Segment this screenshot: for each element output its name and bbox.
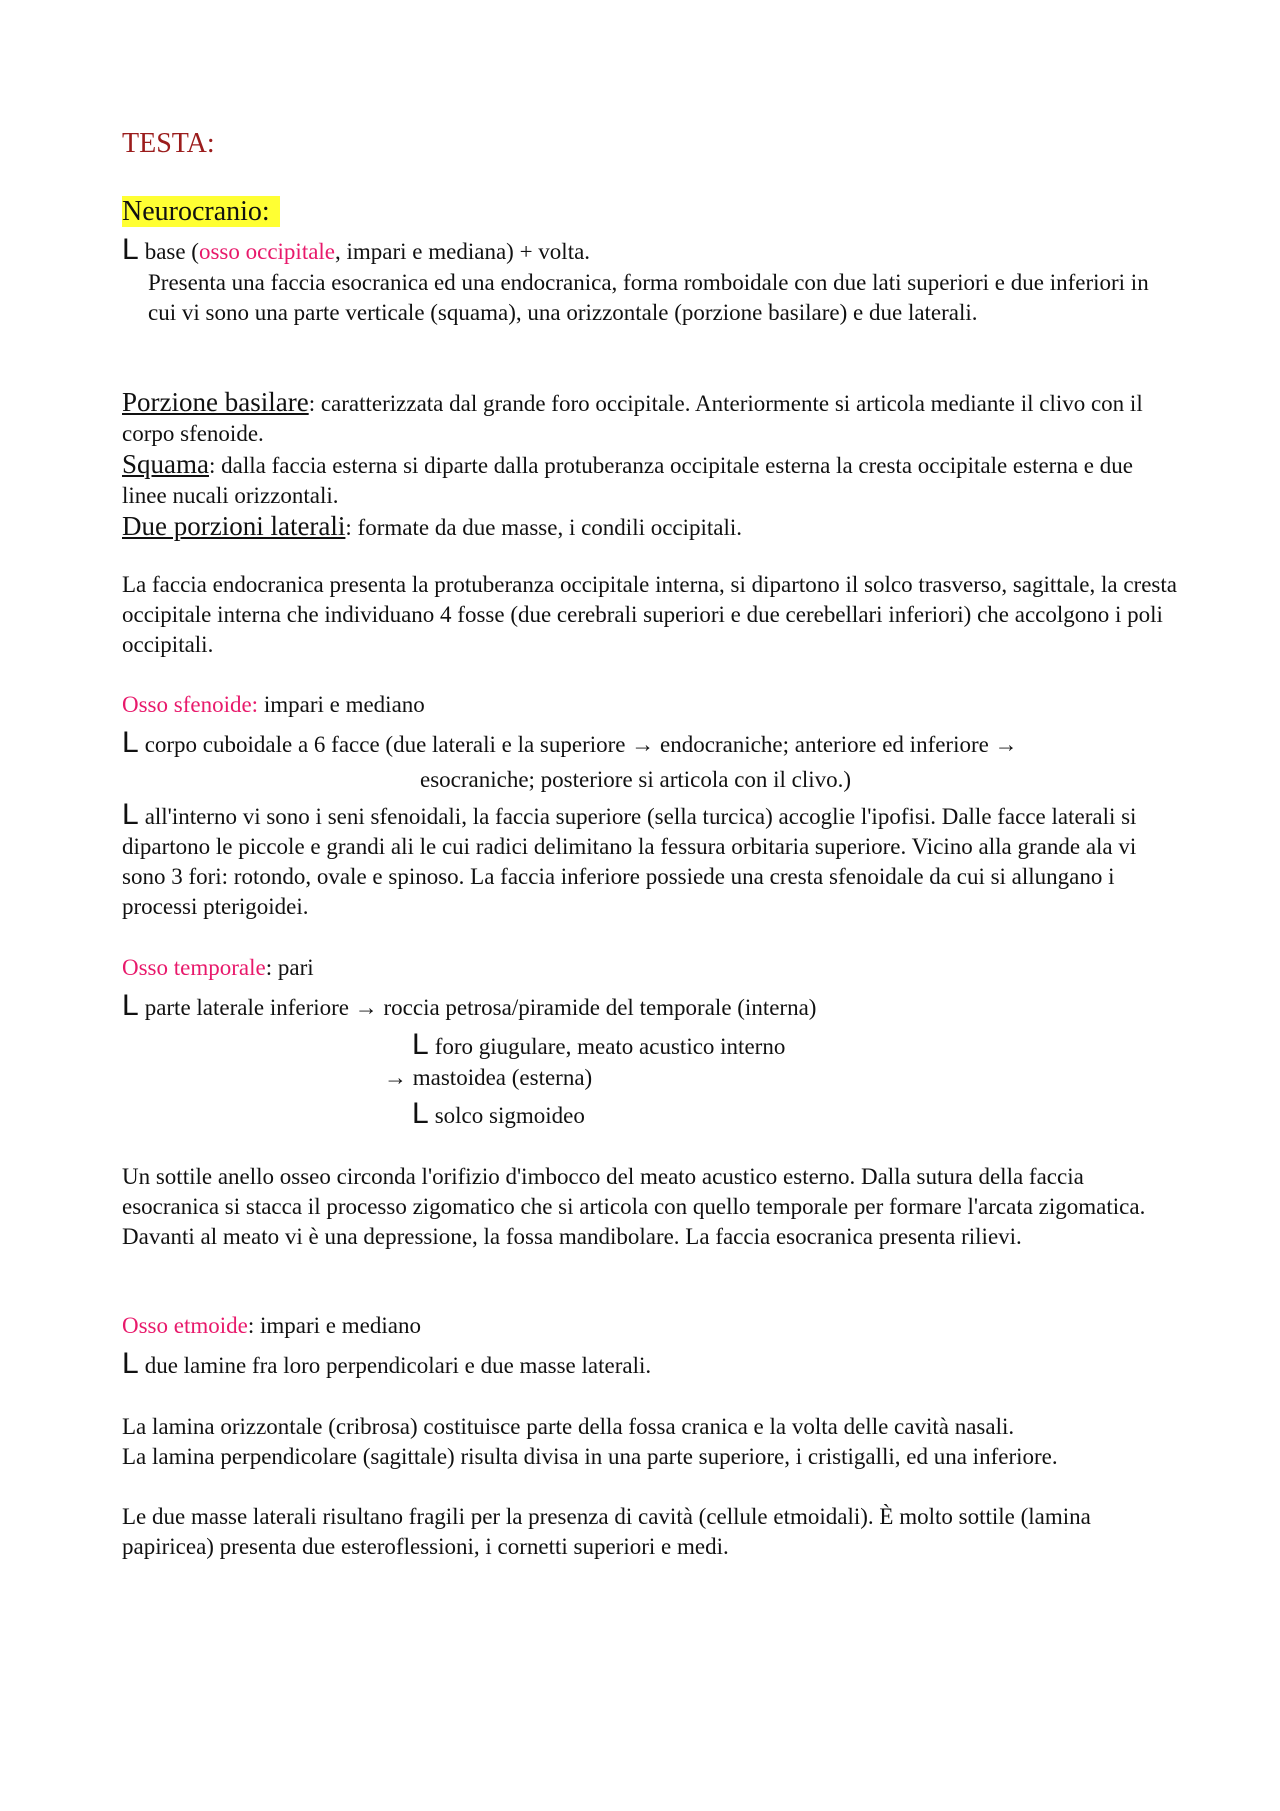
corner-arrow-icon: L	[412, 1028, 429, 1061]
corner-arrow-icon: L	[122, 989, 139, 1022]
temporale-line2-text: foro giugulare, meato acustico interno	[434, 1034, 786, 1059]
etmoide-para2: La lamina perpendicolare (sagittale) risulta divisa in una parte superiore, i cristigalli, ed una inferiore.	[122, 1444, 1058, 1469]
temporale-line1	[122, 991, 1182, 1023]
page-title: TESTA:	[122, 128, 215, 159]
etmoide-line1-text: due lamine fra loro perpendicolari e due masse laterali.	[144, 1353, 652, 1378]
temporale-line3: → mastoidea (esterna)	[384, 1065, 593, 1090]
squama-para	[122, 449, 1182, 511]
etmoide-line1	[122, 1349, 1182, 1381]
porzione-basilare-term: Porzione basilare	[122, 387, 309, 417]
sfenoide-heading	[122, 690, 1182, 720]
porzione-basilare-para	[122, 387, 1182, 449]
neurocranio-heading: Neurocranio:	[122, 196, 280, 227]
temporale-desc: : pari	[265, 955, 314, 980]
temporale-line4-text: solco sigmoideo	[434, 1103, 585, 1128]
etmoide-desc: : impari e mediano	[247, 1313, 421, 1338]
sfenoide-line1	[122, 728, 1182, 760]
temporale-paragraph: Un sottile anello osseo circonda l'orifizio d'imbocco del meato acustico esterno. Dalla sutura della faccia esocranica si stacca il processo zigomatico che si articola con quello temporale per formare l'arcata zigomatica. Davanti al meato vi è una depressione, la fossa mandibolare. La faccia esocranica presenta rilievi.	[122, 1164, 1146, 1249]
corner-arrow-icon: L	[122, 233, 139, 266]
etmoide-heading	[122, 1311, 1182, 1341]
porzione-basilare-text: : caratterizzata dal grande foro occipitale. Anteriormente si articola mediante il clivo con il corpo sfenoide.	[122, 391, 1143, 446]
squama-term: Squama	[122, 449, 209, 479]
temporale-heading	[122, 953, 1182, 983]
temporale-line2	[412, 1030, 785, 1062]
osso-occipitale-label: osso occipitale	[198, 239, 336, 264]
corner-arrow-icon: L	[122, 726, 139, 759]
laterali-term: Due porzioni laterali	[122, 511, 346, 541]
corner-arrow-icon: L	[412, 1097, 429, 1130]
neuro-line-post: , impari e mediana) + volta.	[335, 239, 591, 264]
neurocranio-heading-row	[122, 194, 1182, 230]
squama-text: : dalla faccia esterna si diparte dalla protuberanza occipitale esterna la cresta occipitale esterna e due linee nucali orizzontali.	[122, 453, 1133, 508]
sfenoide-line2	[122, 800, 1182, 922]
etmoide-para3: Le due masse laterali risultano fragili per la presenza di cavità (cellule etmoidali). È molto sottile (lamina papiricea) presenta due esteroflessioni, i cornetti superiori e medi.	[122, 1504, 1091, 1559]
laterali-text: : formate da due masse, i condili occipitali.	[345, 515, 743, 540]
corner-arrow-icon: L	[122, 1347, 139, 1380]
etmoide-para1: La lamina orizzontale (cribrosa) costituisce parte della fossa cranica e la volta delle cavità nasali.	[122, 1414, 1015, 1439]
sfenoide-line1a: corpo cuboidale a 6 facce (due laterali e la superiore → endocraniche; anteriore ed inferiore →	[144, 732, 1018, 757]
sfenoide-name: Osso sfenoide:	[122, 692, 259, 717]
temporale-name: Osso temporale	[122, 955, 266, 980]
laterali-para	[122, 511, 1182, 543]
neurocranio-paragraph: Presenta una faccia esocranica ed una endocranica, forma romboidale con due lati superiori e due inferiori in cui vi sono una parte verticale (squama), una orizzontale (porzione basilare) e due laterali.	[148, 270, 1149, 325]
etmoide-name: Osso etmoide	[122, 1313, 248, 1338]
corner-arrow-icon: L	[122, 798, 139, 831]
temporale-line1-text: parte laterale inferiore → roccia petrosa/piramide del temporale (interna)	[144, 995, 817, 1020]
sfenoide-line2-text: all'interno vi sono i seni sfenoidali, la faccia superiore (sella turcica) accoglie l'ipofisi. Dalle facce laterali si dipartono le piccole e grandi ali le cui radici delimitano la fessura orbitaria superiore. Vicino alla grande ala vi sono 3 fori: rotondo, ovale e spinoso. La faccia inferiore possiede una cresta sfenoidale da cui si allungano i processi pterigoidei.	[122, 804, 1137, 919]
temporale-line4	[412, 1099, 585, 1131]
endocranica-paragraph: La faccia endocranica presenta la protuberanza occipitale interna, si dipartono il solco trasverso, sagittale, la cresta occipitale interna che individuano 4 fosse (due cerebrali superiori e due cerebellari inferiori) che accolgono i poli occipitali.	[122, 572, 1177, 657]
sfenoide-line1b: esocraniche; posteriore si articola con il clivo.)	[420, 767, 852, 792]
neuro-line-pre: base (	[144, 239, 199, 264]
sfenoide-desc: impari e mediano	[258, 692, 425, 717]
neurocranio-line	[122, 235, 1182, 267]
